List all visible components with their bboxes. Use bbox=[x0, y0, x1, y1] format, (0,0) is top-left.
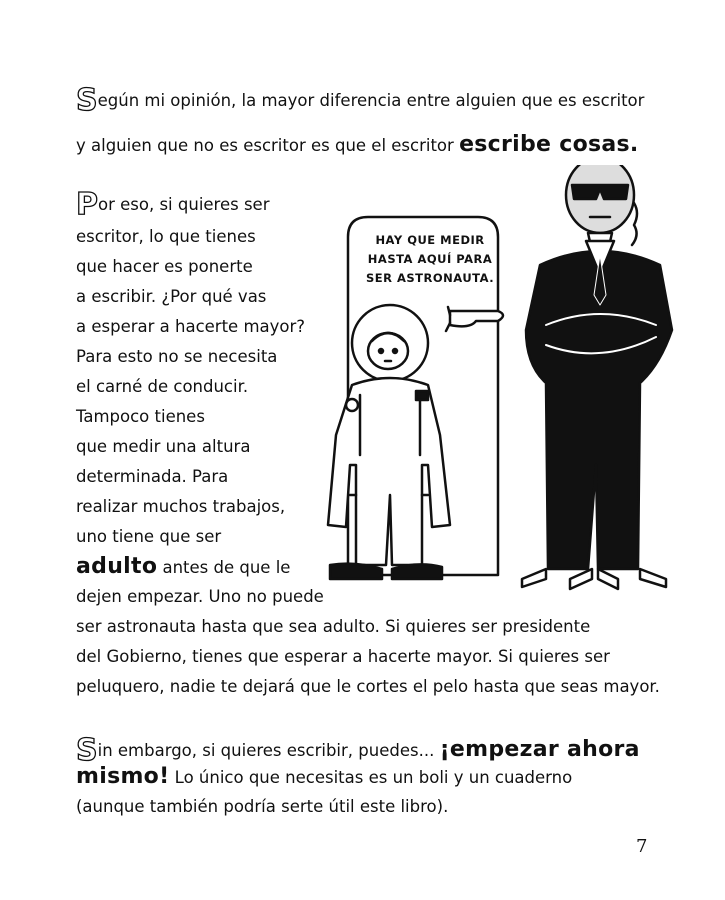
paragraph-2-line: ser astronauta hasta que sea adulto. Si quieres ser presidente bbox=[76, 617, 591, 636]
paragraph-3-line-3: (aunque también podría serte útil este libro). bbox=[76, 797, 449, 816]
paragraph-2-line: Por eso, si quieres ser bbox=[76, 187, 270, 222]
paragraph-2-line: a esperar a hacerte mayor? bbox=[76, 317, 306, 336]
paragraph-2-line: del Gobierno, tienes que esperar a hacerte mayor. Si quieres ser bbox=[76, 647, 610, 666]
paragraph-2-line: Tampoco tienes bbox=[76, 407, 205, 426]
page-number: 7 bbox=[636, 836, 648, 857]
paragraph-2-line: dejen empezar. Uno no puede bbox=[76, 587, 324, 606]
paragraph-1-line-1: Según mi opinión, la mayor diferencia entre alguien que es escritor bbox=[76, 83, 645, 118]
paragraph-1-line-2: y alguien que no es escritor es que el escritor escribe cosas. bbox=[76, 132, 639, 157]
paragraph-2-line: el carné de conducir. bbox=[76, 377, 249, 396]
paragraph-2-line: a escribir. ¿Por qué vas bbox=[76, 287, 267, 306]
paragraph-2-line: realizar muchos trabajos, bbox=[76, 497, 286, 516]
astronaut-measure-illustration bbox=[300, 165, 700, 605]
emphasis-text: adulto bbox=[76, 554, 158, 579]
drop-cap: P bbox=[76, 187, 97, 222]
paragraph-3-line-2: mismo! Lo único que necesitas es un boli y un cuaderno bbox=[76, 764, 573, 789]
drop-cap: S bbox=[76, 83, 97, 118]
paragraph-2-line: peluquero, nadie te dejará que le cortes el pelo hasta que seas mayor. bbox=[76, 677, 660, 696]
emphasis-text: ¡empezar ahora bbox=[439, 737, 640, 762]
paragraph-2-line: que hacer es ponerte bbox=[76, 257, 253, 276]
paragraph-2-line: uno tiene que ser bbox=[76, 527, 222, 546]
emphasis-text: mismo! bbox=[76, 764, 170, 789]
emphasis-text: escribe cosas. bbox=[459, 132, 639, 157]
paragraph-2-line: que medir una altura bbox=[76, 437, 251, 456]
sign-text: HAY QUE MEDIR HASTA AQUÍ PARA SER ASTRONAUTA. bbox=[366, 233, 495, 285]
illustration bbox=[300, 165, 700, 605]
paragraph-2-line: adulto antes de que le bbox=[76, 554, 291, 579]
paragraph-2-line: Para esto no se necesita bbox=[76, 347, 278, 366]
paragraph-2-line: escritor, lo que tienes bbox=[76, 227, 256, 246]
paragraph-3-line-1: Sin embargo, si quieres escribir, puedes... ¡empezar ahora bbox=[76, 733, 640, 768]
paragraph-2-line: determinada. Para bbox=[76, 467, 229, 486]
drop-cap: S bbox=[76, 733, 97, 768]
